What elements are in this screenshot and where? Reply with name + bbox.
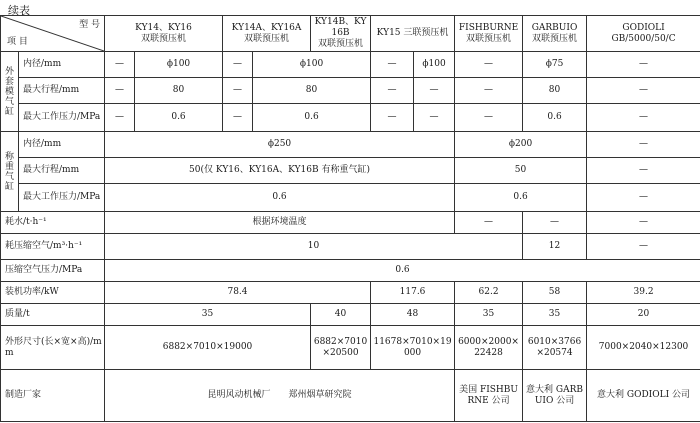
cell: — xyxy=(587,212,700,234)
cell: 50(仅 KY16、KY16A、KY16B 有称重气缸) xyxy=(105,158,455,184)
cell: 80 xyxy=(253,78,371,104)
cell: 0.6 xyxy=(105,260,700,282)
table-row xyxy=(1,132,700,158)
cell: ϕ100 xyxy=(135,52,223,78)
row-label: 最大行程/mm xyxy=(19,78,105,104)
cell: — xyxy=(587,184,700,212)
group-label-outer: 外套模气缸 xyxy=(1,52,19,132)
table-row xyxy=(1,212,700,234)
model-header-3 xyxy=(311,16,371,52)
row-label: 耗水/t·h⁻¹ xyxy=(1,212,105,234)
model-subtitle: 双联预压机 xyxy=(466,33,512,44)
model-subtitle: 双联预压机 xyxy=(244,33,290,44)
model-name: KY14B、KY16B xyxy=(314,17,367,38)
cell: — xyxy=(587,132,700,158)
cell: ϕ250 xyxy=(105,132,455,158)
row-label: 制造厂家 xyxy=(1,370,105,422)
cell: — xyxy=(414,104,455,132)
cell: 0.6 xyxy=(105,184,455,212)
model-header-4 xyxy=(371,16,455,52)
cell: 6882×7010×20500 xyxy=(311,326,371,370)
model-name: KY14、KY16 xyxy=(135,22,192,33)
cell: 39.2 xyxy=(587,282,700,304)
table-row xyxy=(1,304,700,326)
table-row xyxy=(1,282,700,304)
cell: 35 xyxy=(105,304,311,326)
cell: 0.6 xyxy=(523,104,587,132)
cell: ϕ200 xyxy=(455,132,587,158)
cell: 48 xyxy=(371,304,455,326)
model-name: GODIOLI xyxy=(622,22,665,33)
table-row xyxy=(1,78,700,104)
model-header-2 xyxy=(223,16,311,52)
row-label: 耗压缩空气/m³·h⁻¹ xyxy=(1,234,105,260)
cell: — xyxy=(371,52,414,78)
cell: ϕ100 xyxy=(414,52,455,78)
cell: 美国 FISHBURNE 公司 xyxy=(455,370,523,422)
row-label: 最大工作压力/MPa xyxy=(19,104,105,132)
model-header-6 xyxy=(523,16,587,52)
cell: — xyxy=(105,78,135,104)
table-caption: 续表 xyxy=(8,4,30,17)
table-row xyxy=(1,52,700,78)
row-label: 内径/mm xyxy=(19,132,105,158)
table-row xyxy=(1,158,700,184)
cell: 117.6 xyxy=(371,282,455,304)
cell: — xyxy=(223,52,253,78)
cell: — xyxy=(587,104,700,132)
row-label: 内径/mm xyxy=(19,52,105,78)
model-name: GARBUIO xyxy=(531,22,578,33)
cell: 80 xyxy=(135,78,223,104)
model-header-7 xyxy=(587,16,700,52)
cell: — xyxy=(587,158,700,184)
cell: — xyxy=(223,104,253,132)
cell: 0.6 xyxy=(455,184,587,212)
cell: 7000×2040×12300 xyxy=(587,326,700,370)
cell: 12 xyxy=(523,234,587,260)
table-row xyxy=(1,370,700,422)
cell: — xyxy=(455,52,523,78)
corner-cell xyxy=(1,16,105,52)
model-name: KY15 三联预压机 xyxy=(376,28,449,38)
cell: — xyxy=(105,52,135,78)
corner-top-label: 型 号 xyxy=(79,20,100,30)
row-label: 最大行程/mm xyxy=(19,158,105,184)
model-subtitle: GB/5000/50/C xyxy=(611,33,676,44)
cell: — xyxy=(587,78,700,104)
cell: 昆明风动机械厂 郑州烟草研究院 xyxy=(105,370,455,422)
model-name: KY14A、KY16A xyxy=(231,22,302,33)
cell: 0.6 xyxy=(135,104,223,132)
table-row xyxy=(1,234,700,260)
cell: — xyxy=(587,234,700,260)
cell: 6010×3766×20574 xyxy=(523,326,587,370)
model-subtitle: 双联预压机 xyxy=(532,33,578,44)
cell: 20 xyxy=(587,304,700,326)
cell: — xyxy=(371,78,414,104)
cell: 0.6 xyxy=(253,104,371,132)
model-subtitle: 双联预压机 xyxy=(141,33,187,44)
table-row xyxy=(1,184,700,212)
cell: 80 xyxy=(523,78,587,104)
group-label-weight: 称重气缸 xyxy=(1,132,19,212)
row-label: 压缩空气压力/MPa xyxy=(1,260,105,282)
header-row xyxy=(1,16,700,52)
cell: 根据环境温度 xyxy=(105,212,455,234)
cell: 62.2 xyxy=(455,282,523,304)
row-label: 质量/t xyxy=(1,304,105,326)
cell: 50 xyxy=(455,158,587,184)
cell: 意大利 GODIOLI 公司 xyxy=(587,370,700,422)
cell: 10 xyxy=(105,234,523,260)
cell: — xyxy=(223,78,253,104)
cell: 35 xyxy=(455,304,523,326)
model-subtitle: 双联预压机 xyxy=(318,39,364,49)
row-label: 装机功率/kW xyxy=(1,282,105,304)
cell: 40 xyxy=(311,304,371,326)
spec-table xyxy=(0,15,700,422)
cell: — xyxy=(414,78,455,104)
cell: ϕ100 xyxy=(253,52,371,78)
row-label: 最大工作压力/MPa xyxy=(19,184,105,212)
table-row xyxy=(1,326,700,370)
cell: 6882×7010×19000 xyxy=(105,326,311,370)
cell: — xyxy=(371,104,414,132)
cell: 58 xyxy=(523,282,587,304)
model-header-1 xyxy=(105,16,223,52)
cell: ϕ75 xyxy=(523,52,587,78)
cell: 35 xyxy=(523,304,587,326)
cell: — xyxy=(455,78,523,104)
model-name: FISHBURNE xyxy=(458,22,519,33)
cell: 意大利 GARBUIO 公司 xyxy=(523,370,587,422)
cell: 6000×2000×22428 xyxy=(455,326,523,370)
row-label: 外形尺寸(长×宽×高)/mm xyxy=(1,326,105,370)
cell: — xyxy=(455,104,523,132)
cell: — xyxy=(587,52,700,78)
cell: 11678×7010×19000 xyxy=(371,326,455,370)
model-header-5 xyxy=(455,16,523,52)
cell: — xyxy=(455,212,523,234)
cell: 78.4 xyxy=(105,282,371,304)
corner-bottom-label: 项 目 xyxy=(7,37,28,47)
cell: — xyxy=(105,104,135,132)
table-row xyxy=(1,104,700,132)
cell: — xyxy=(523,212,587,234)
table-row xyxy=(1,260,700,282)
